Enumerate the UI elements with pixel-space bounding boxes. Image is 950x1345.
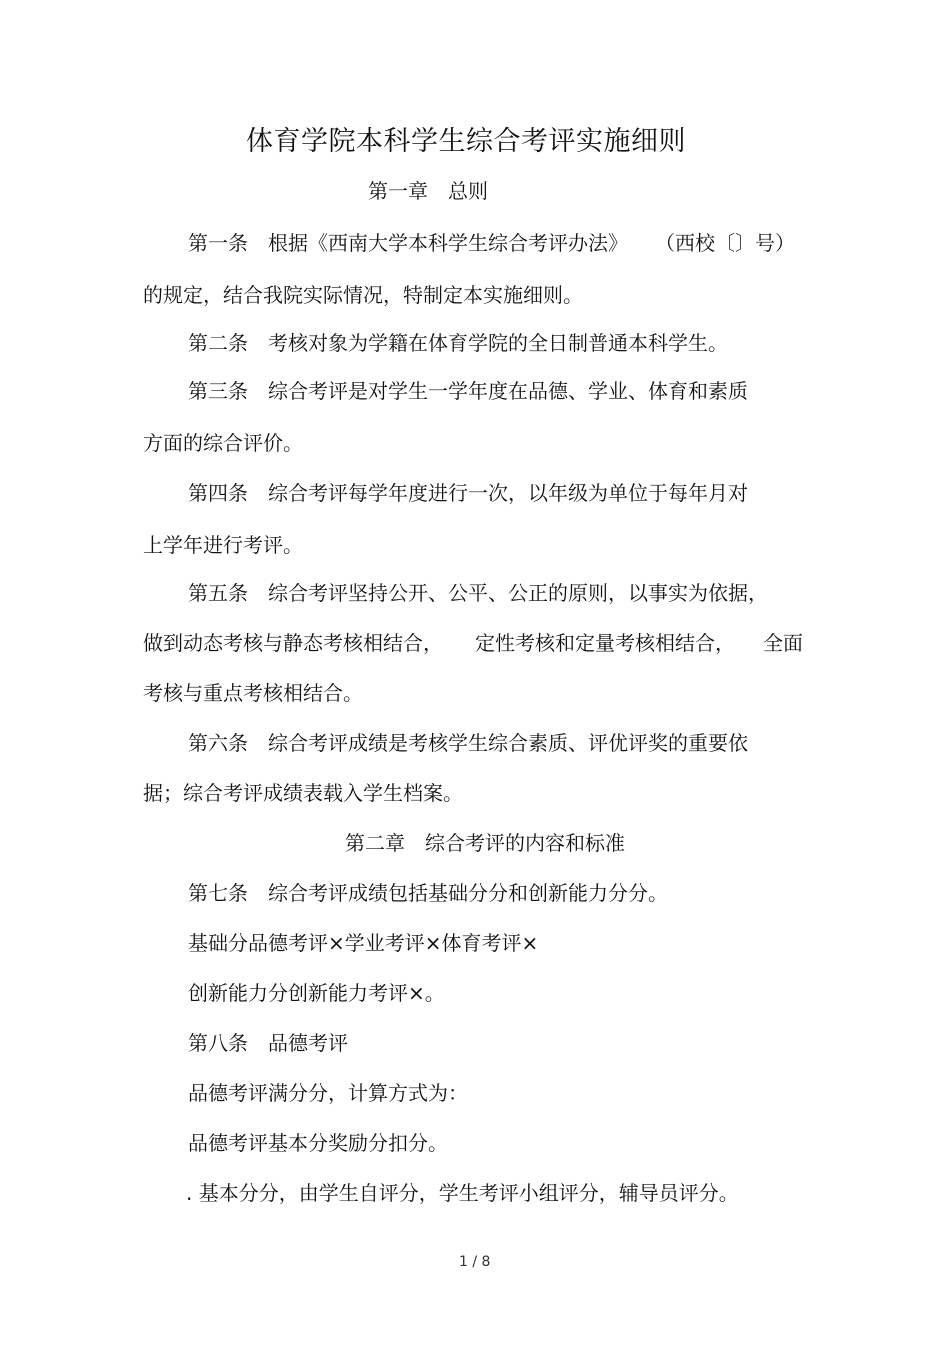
article-text: 第二条 考核对象为学籍在体育学院的全日制普通本科学生。 <box>188 331 728 355</box>
formula-text: 基础分品德考评×学业考评×体育考评× <box>188 931 539 955</box>
page-number: 1 / 8 <box>459 1254 491 1270</box>
article-text: 上学年进行考评。 <box>143 533 303 557</box>
article-text: 全面 <box>763 631 803 655</box>
article-text: （西校〔〕号） <box>655 231 795 255</box>
article-text: 第一条 根据《西南大学本科学生综合考评办法》 <box>188 231 628 255</box>
article-text: 第六条 综合考评成绩是考核学生综合素质、评优评奖的重要依 <box>188 731 748 755</box>
article-text: 做到动态考核与静态考核相结合， <box>143 631 443 655</box>
article-text: 第四条 综合考评每学年度进行一次，以年级为单位于每年月对 <box>188 481 748 505</box>
formula-text: 创新能力分创新能力考评×。 <box>188 981 445 1005</box>
article-text: 定性考核和定量考核相结合， <box>475 631 735 655</box>
chapter-heading: 第一章 总则 <box>368 179 488 203</box>
article-text: 第八条 品德考评 <box>188 1031 348 1055</box>
article-text: 第五条 综合考评坚持公开、公平、公正的原则，以事实为依据， <box>188 581 768 605</box>
article-text: 品德考评基本分奖励分扣分。 <box>188 1131 448 1155</box>
document-title: 体育学院本科学生综合考评实施细则 <box>246 126 686 157</box>
article-text: . 基本分分，由学生自评分，学生考评小组评分，辅导员评分。 <box>186 1181 739 1205</box>
article-text: 品德考评满分分，计算方式为： <box>188 1081 468 1105</box>
article-text: 第七条 综合考评成绩包括基础分分和创新能力分分。 <box>188 881 668 905</box>
article-text: 的规定，结合我院实际情况，特制定本实施细则。 <box>143 283 583 307</box>
article-text: 第三条 综合考评是对学生一学年度在品德、学业、体育和素质 <box>188 379 748 403</box>
article-text: 考核与重点考核相结合。 <box>143 681 363 705</box>
article-text: 据；综合考评成绩表载入学生档案。 <box>143 781 463 805</box>
article-text: 方面的综合评价。 <box>143 431 303 455</box>
chapter-heading: 第二章 综合考评的内容和标准 <box>345 831 625 855</box>
